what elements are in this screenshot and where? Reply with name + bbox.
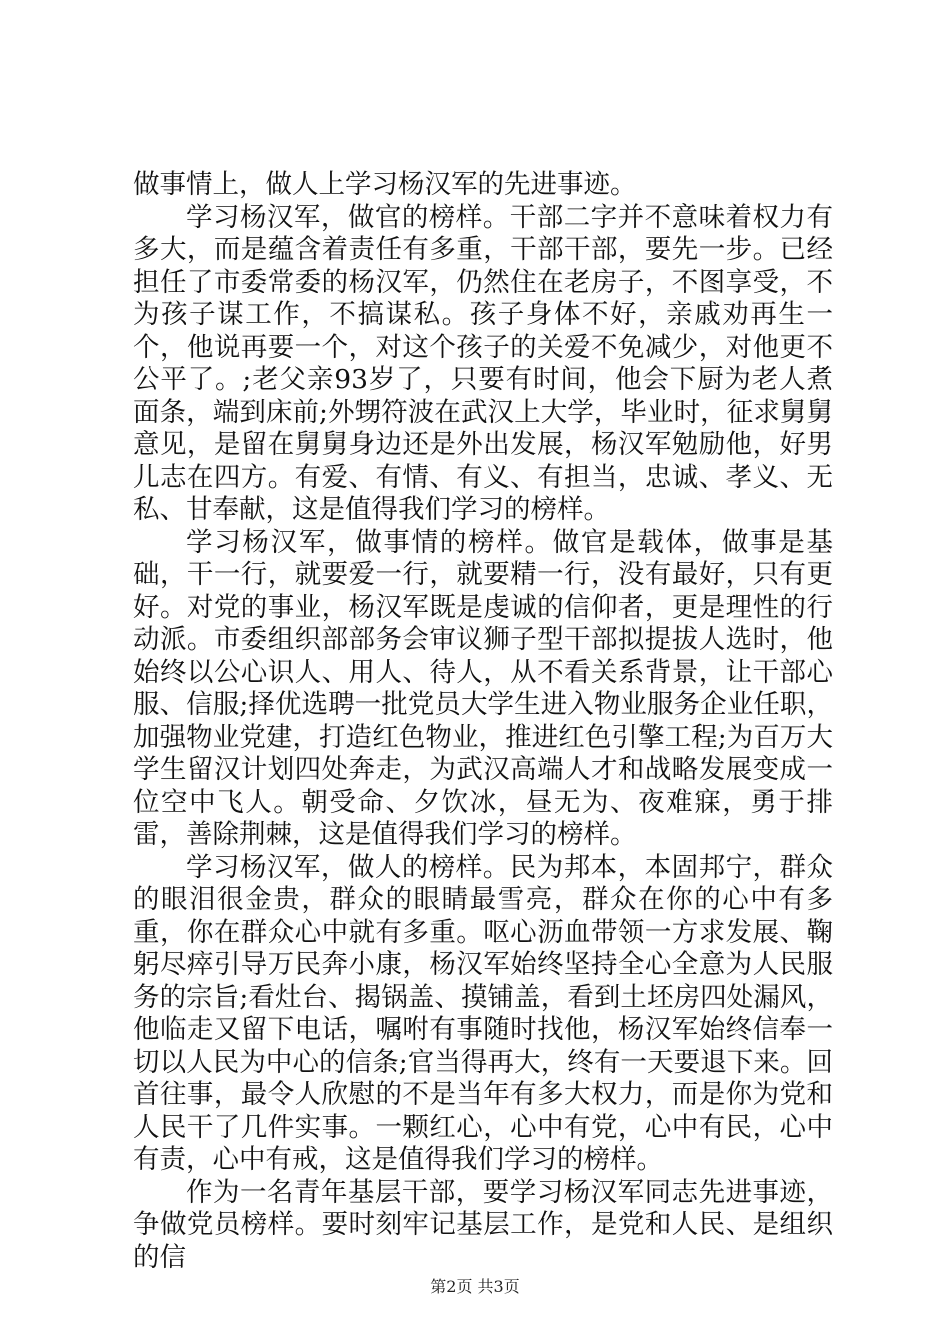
page-number-label: 第2页 共3页 [430, 1277, 520, 1296]
page-footer [0, 1277, 950, 1297]
paragraph-young-cadre: 作为一名青年基层干部，要学习杨汉军同志先进事迹，争做党员榜样。要时刻牢记基层工作，是党和人民、是组织的信 [133, 1176, 833, 1273]
paragraph-person-role-model: 学习杨汉军，做人的榜样。民为邦本，本固邦宁，群众的眼泪很金贵，群众的眼睛最雪亮，群众在你的心中有多重，你在群众心中就有多重。呕心沥血带领一方求发展、鞠躬尽瘁引导万民奔小康，杨汉军始终坚持全心全意为人民服务的宗旨;看灶台、揭锅盖、摸铺盖，看到土坯房四处漏风，他临走又留下电话，嘱咐有事随时找他，杨汉军始终信奉一切以人民为中心的信条;官当得再大，终有一天要退下来。回首往事，最令人欣慰的不是当年有多大权力，而是你为党和人民干了几件实事。一颗红心，心中有党，心中有民，心中有责，心中有戒，这是值得我们学习的榜样。 [133, 851, 833, 1175]
paragraph-continuation: 做事情上，做人上学习杨汉军的先进事迹。 [133, 169, 637, 200]
paragraph-work-role-model: 学习杨汉军，做事情的榜样。做官是载体，做事是基础，干一行，就要爱一行，就要精一行，没有最好，只有更好。对党的事业，杨汉军既是虔诚的信仰者，更是理性的行动派。市委组织部部务会审议狮子型干部拟提拔人选时，他始终以公心识人、用人、待人，从不看关系背景，让干部心服、信服;择优选聘一批党员大学生进入物业服务企业任职，加强物业党建，打造红色物业，推进红色引擎工程;为百万大学生留汉计划四处奔走，为武汉高端人才和战略发展变成一位空中飞人。朝受命、夕饮冰，昼无为、夜难寐，勇于排雷，善除荆棘，这是值得我们学习的榜样。 [133, 526, 833, 850]
paragraph-official-role-model: 学习杨汉军，做官的榜样。干部二字并不意味着权力有多大，而是蕴含着责任有多重，干部干部，要先一步。已经担任了市委常委的杨汉军，仍然住在老房子，不图享受，不为孩子谋工作，不搞谋私。孩子身体不好，亲戚劝再生一个，他说再要一个，对这个孩子的关爱不免减少，对他更不公平了。;老父亲93岁了，只要有时间，他会下厨为老人煮面条，端到床前;外甥符波在武汉上大学，毕业时，征求舅舅意见，是留在舅舅身边还是外出发展，杨汉军勉励他，好男儿志在四方。有爱、有情、有义、有担当，忠诚、孝义、无私、甘奉献，这是值得我们学习的榜样。 [133, 201, 833, 525]
document-body [133, 169, 833, 1274]
